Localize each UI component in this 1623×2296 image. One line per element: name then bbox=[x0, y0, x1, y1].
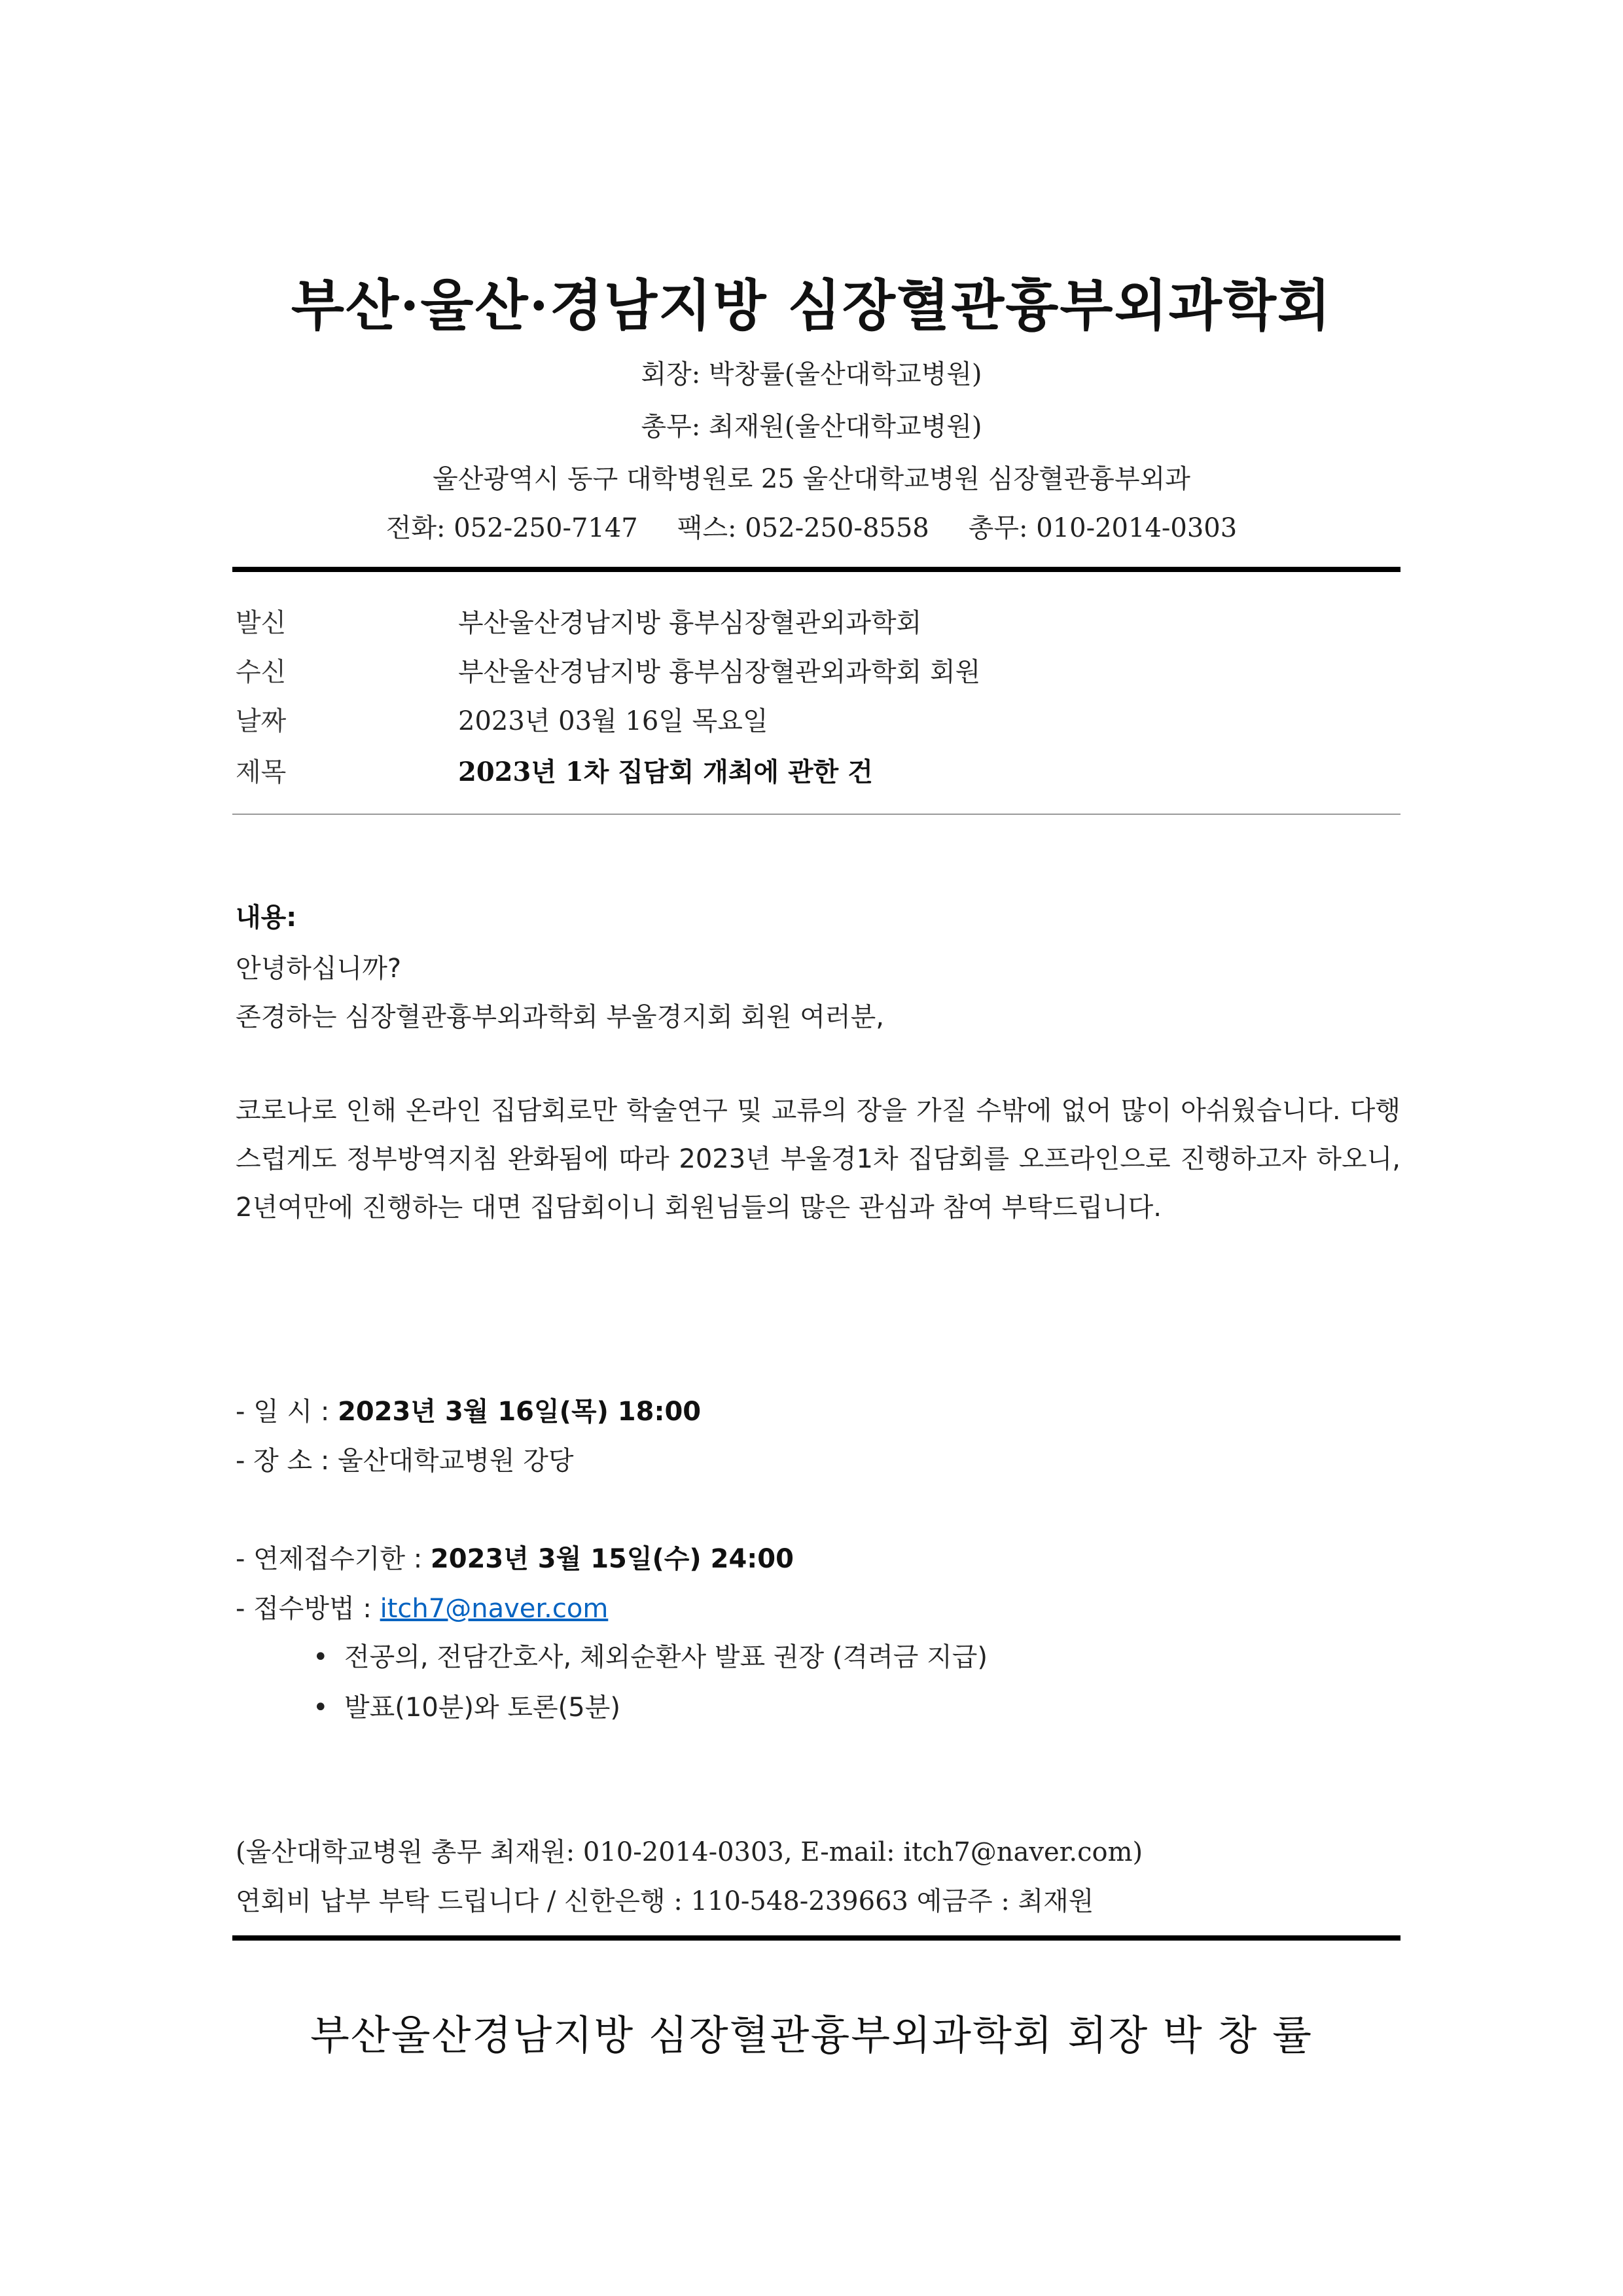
event-datetime bbox=[236, 1391, 701, 1428]
place-value: 울산대학교병원 강당 bbox=[338, 1446, 574, 1476]
email-link[interactable]: itch7@naver.com bbox=[380, 1594, 609, 1624]
place-label: - 장 소 : bbox=[236, 1446, 338, 1476]
list-item bbox=[313, 1687, 620, 1724]
salutation: 존경하는 심장혈관흉부외과학회 부울경지회 회원 여러분, bbox=[236, 1002, 884, 1032]
datetime-value: 2023년 3월 16일(목) 18:00 bbox=[338, 1397, 702, 1427]
secretary-phone: 총무: 010-2014-0303 bbox=[968, 513, 1238, 543]
date-label: 날짜 bbox=[236, 706, 287, 736]
submission-deadline bbox=[236, 1538, 794, 1575]
date-value: 2023년 03월 16일 목요일 bbox=[458, 706, 768, 736]
list-item bbox=[313, 1636, 988, 1674]
greeting: 안녕하십니까? bbox=[236, 954, 402, 984]
body-paragraph: 코로나로 인해 온라인 집담회로만 학술연구 및 교류의 장을 가질 수밖에 없어 많이 아쉬웠습니다. 다행스럽게도 정부방역지침 완화됨에 따라 2023년 부울경1차 집담회를 오프라인으로 진행하고자 하오니, 2년여만에 진행하는 대면 집담회이니 회원님들의 많은 관심과 참여 부탁드립니다. bbox=[236, 1096, 1400, 1223]
bullet-text: 발표(10분)와 토론(5분) bbox=[344, 1693, 620, 1723]
recipient-value: 부산울산경남지방 흉부심장혈관외과학회 회원 bbox=[458, 657, 981, 687]
header-divider bbox=[232, 567, 1400, 572]
bullet-marker: • bbox=[313, 1693, 329, 1723]
content-heading: 내용: bbox=[236, 903, 297, 933]
subject-label: 제목 bbox=[236, 757, 287, 787]
meta-divider bbox=[232, 814, 1400, 815]
datetime-label: - 일 시 : bbox=[236, 1397, 338, 1427]
president-line: 회장: 박창률(울산대학교병원) bbox=[641, 359, 982, 389]
document-title: 부산·울산·경남지방 심장혈관흉부외과학회 bbox=[291, 273, 1332, 338]
contact-line bbox=[0, 507, 1623, 545]
footer-contact: (울산대학교병원 총무 최재원: 010-2014-0303, E-mail: itch7@naver.com) bbox=[236, 1837, 1143, 1867]
fax-number: 팩스: 052-250-8558 bbox=[677, 513, 929, 543]
submission-method bbox=[236, 1588, 608, 1625]
bullet-marker: • bbox=[313, 1642, 329, 1672]
method-label: - 접수방법 : bbox=[236, 1594, 380, 1624]
footer-payment: 연회비 납부 부탁 드립니다 / 신한은행 : 110-548-239663 예금주 : 최재원 bbox=[236, 1886, 1094, 1916]
sender-label: 발신 bbox=[236, 608, 287, 638]
secretary-line: 총무: 최재원(울산대학교병원) bbox=[641, 412, 982, 442]
footer-divider bbox=[232, 1935, 1400, 1941]
event-place bbox=[236, 1440, 574, 1477]
deadline-label: - 연제접수기한 : bbox=[236, 1544, 431, 1574]
bullet-text: 전공의, 전담간호사, 체외순환사 발표 권장 (격려금 지급) bbox=[344, 1642, 988, 1672]
signature: 부산울산경남지방 심장혈관흉부외과학회 회장 박 창 률 bbox=[310, 2011, 1313, 2059]
recipient-label: 수신 bbox=[236, 657, 287, 687]
sender-value: 부산울산경남지방 흉부심장혈관외과학회 bbox=[458, 608, 922, 638]
subject-value: 2023년 1차 집담회 개최에 관한 건 bbox=[458, 757, 873, 787]
deadline-value: 2023년 3월 15일(수) 24:00 bbox=[430, 1544, 794, 1574]
address-line: 울산광역시 동구 대학병원로 25 울산대학교병원 심장혈관흉부외과 bbox=[433, 464, 1190, 494]
phone-number: 전화: 052-250-7147 bbox=[385, 513, 638, 543]
